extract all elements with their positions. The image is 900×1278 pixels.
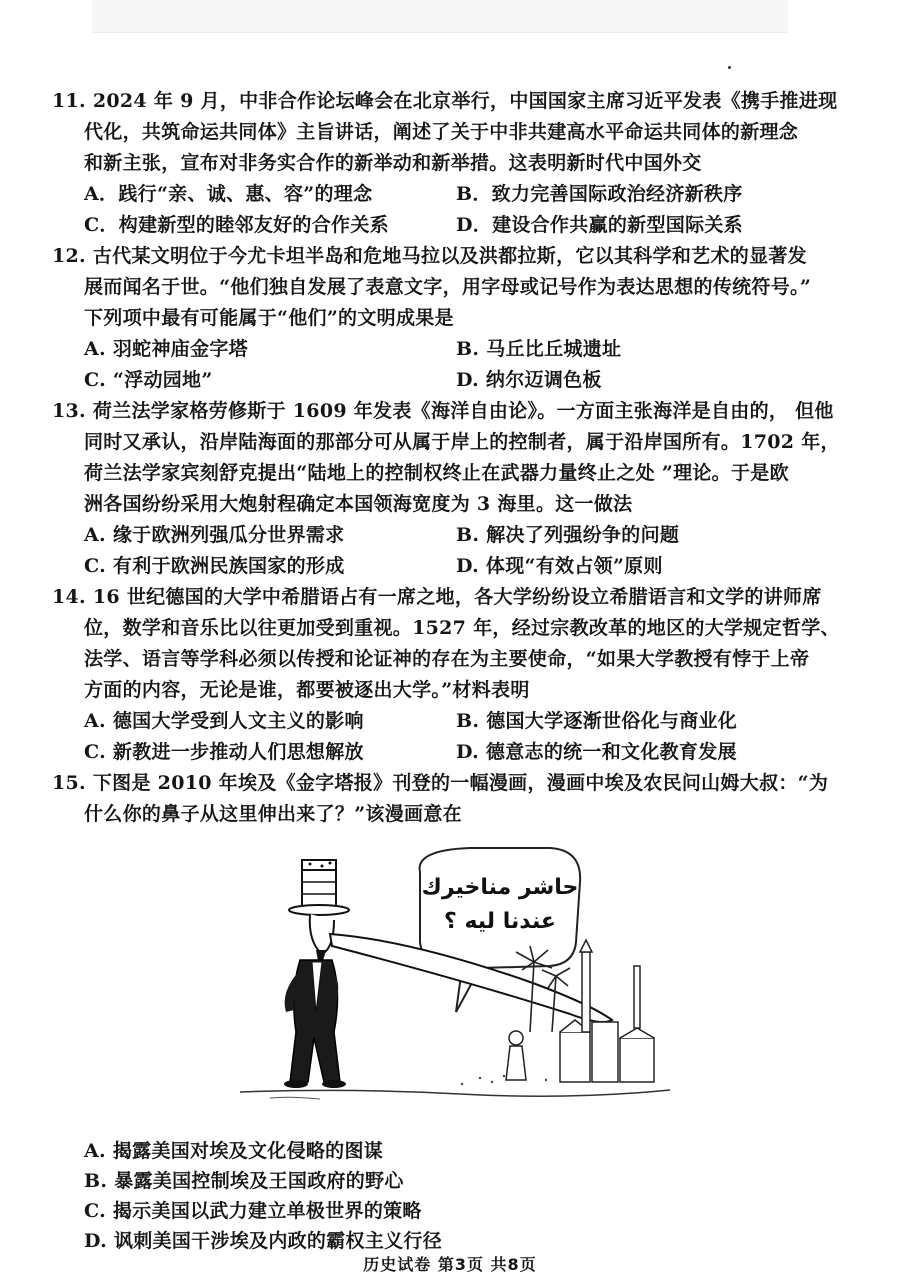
option-c: C. “浮动园地” [84, 369, 213, 391]
option-b: B. 马丘比丘城遗址 [456, 338, 622, 360]
option-c: C．构建新型的睦邻友好的合作关系 [84, 214, 389, 236]
question-stem-line: 14. 16 世纪德国的大学中希腊语占有一席之地，各大学纷纷设立希腊语言和文学的讲师席 [52, 586, 822, 608]
option-a: A. 德国大学受到人文主义的影响 [84, 710, 364, 732]
question-stem-line: 洲各国纷纷采用大炮射程确定本国领海宽度为 3 海里。这一做法 [84, 493, 633, 515]
option-d: D. 纳尔迈调色板 [456, 369, 602, 391]
question-stem-line: 方面的内容，无论是谁，都要被逐出大学。”材料表明 [84, 679, 530, 701]
option-c: C. 揭示美国以武力建立单极世界的策略 [84, 1200, 422, 1222]
question-stem-line: 11. 2024 年 9 月，中非合作论坛峰会在北京举行，中国国家主席习近平发表《携手推进现 [52, 90, 838, 112]
option-b: B. 德国大学逐渐世俗化与商业化 [456, 710, 738, 732]
option-d: D. 体现“有效占领”原则 [456, 555, 663, 577]
question-stem-line: 荷兰法学家宾刻舒克提出“陆地上的控制权终止在武器力量终止之处 ”理论。于是欧 [84, 462, 789, 484]
speech-bubble-line-2: عندنا ليه ؟ [444, 909, 556, 934]
option-b: B. 解决了列强纷争的问题 [456, 524, 680, 546]
option-a: A. 缘于欧洲列强瓜分世界需求 [84, 524, 345, 546]
option-d: D. 讽刺美国干涉埃及内政的霸权主义行径 [84, 1230, 443, 1252]
option-b: B．致力完善国际政治经济新秩序 [456, 183, 743, 205]
question-stem-line: 和新主张，宣布对非务实合作的新举动和新举措。这表明新时代中国外交 [84, 152, 702, 174]
question-stem-line: 15. 下图是 2010 年埃及《金字塔报》刊登的一幅漫画，漫画中埃及农民问山姆大叔：“为 [52, 772, 829, 794]
option-b: B. 暴露美国控制埃及王国政府的野心 [84, 1170, 404, 1192]
question-stem-line: 法学、语言等学科必须以传授和论证神的存在为主要使命，“如果大学教授有悖于上帝 [84, 648, 810, 670]
question-stem-line: 代化，共筑命运共同体》主旨讲话，阐述了关于中非共建高水平命运共同体的新理念 [84, 121, 799, 143]
option-d: D. 德意志的统一和文化教育发展 [456, 741, 737, 763]
option-d: D．建设合作共赢的新型国际关系 [456, 214, 743, 236]
option-c: C. 新教进一步推动人们思想解放 [84, 741, 364, 763]
page-footer: 历史试卷 第3页 共8页 [363, 1255, 537, 1274]
option-a: A. 揭露美国对埃及文化侵略的图谋 [84, 1140, 384, 1162]
question-stem-line: 下列项中最有可能属于“他们”的文明成果是 [84, 307, 454, 329]
question-stem-line: 什么你的鼻子从这里伸出来了？”该漫画意在 [84, 803, 462, 825]
cartoon-illustration [230, 842, 680, 1104]
question-stem-line: 12. 古代某文明位于今尤卡坦半岛和危地马拉以及洪都拉斯，它以其科学和艺术的显著发 [52, 245, 807, 267]
option-a: A. 羽蛇神庙金字塔 [84, 338, 248, 360]
question-stem-line: 同时又承认，沿岸陆海面的那部分可从属于岸上的控制者，属于沿岸国所有。1702 年， [84, 431, 840, 453]
speech-bubble-line-1: حاشر مناخيرك [421, 875, 579, 900]
option-a: A．践行“亲、诚、惠、容”的理念 [84, 183, 373, 205]
question-stem-line: 位，数学和音乐比以往更加受到重视。1527 年，经过宗教改革的地区的大学规定哲学、 [84, 617, 840, 639]
option-c: C. 有利于欧洲民族国家的形成 [84, 555, 345, 577]
top-header-strip [92, 0, 788, 33]
stray-dot [728, 66, 731, 69]
question-stem-line: 展而闻名于世。“他们独自发展了表意文字，用字母或记号作为表达思想的传统符号。” [84, 276, 812, 298]
question-stem-line: 13. 荷兰法学家格劳修斯于 1609 年发表《海洋自由论》。一方面主张海洋是自由的， 但他 [52, 400, 834, 422]
